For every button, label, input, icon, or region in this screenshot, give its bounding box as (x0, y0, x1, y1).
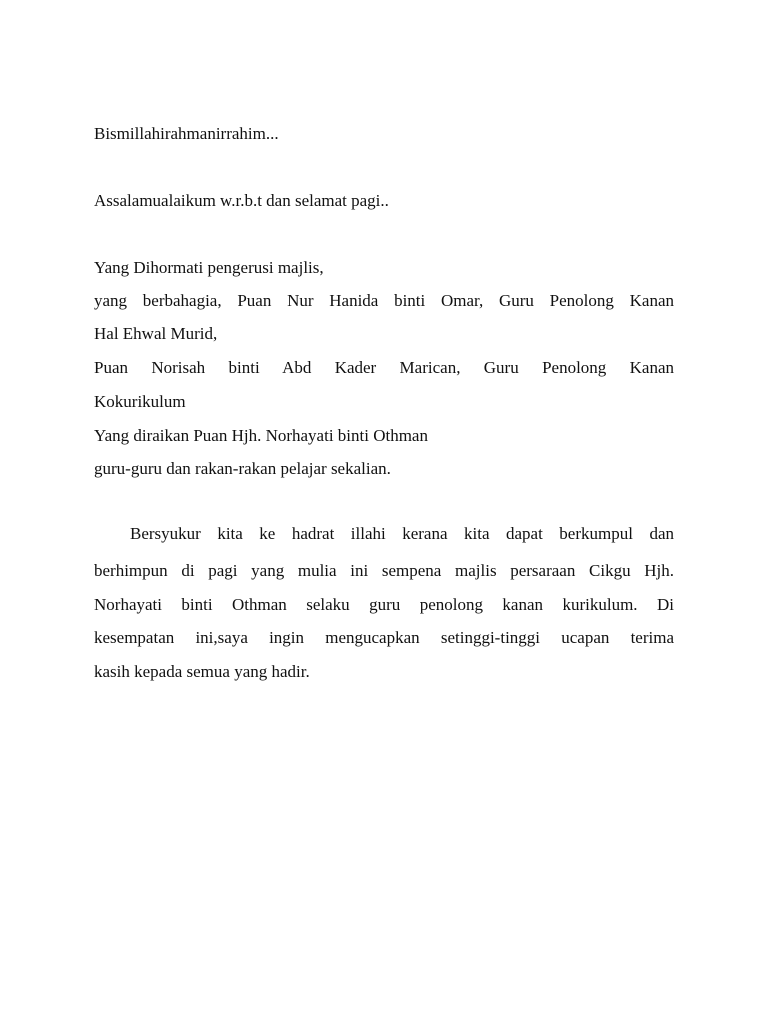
paragraph-line: berhimpun di pagi yang mulia ini sempena majlis persaraan Cikgu Hjh. (94, 561, 674, 580)
salutation-line: Yang diraikan Puan Hjh. Norhayati binti Othman (94, 426, 428, 445)
salutation-line: Yang Dihormati pengerusi majlis, (94, 258, 324, 277)
paragraph-line: kesempatan ini,saya ingin mengucapkan setinggi-tinggi ucapan terima (94, 628, 674, 647)
salutation-line: Kokurikulum (94, 392, 186, 411)
paragraph-line: kasih kepada semua yang hadir. (94, 662, 310, 681)
salutation-line: guru-guru dan rakan-rakan pelajar sekalian. (94, 459, 391, 478)
paragraph-line: Norhayati binti Othman selaku guru penolong kanan kurikulum. Di (94, 595, 674, 614)
paragraph-line: Bersyukur kita ke hadrat illahi kerana kita dapat berkumpul dan (130, 524, 674, 543)
salutation-line: Hal Ehwal Murid, (94, 324, 218, 343)
opening-line: Bismillahirahmanirrahim... (94, 124, 279, 143)
greeting-line: Assalamualaikum w.r.b.t dan selamat pagi.. (94, 191, 389, 210)
salutation-line: Puan Norisah binti Abd Kader Marican, Guru Penolong Kanan (94, 358, 674, 377)
salutation-line: yang berbahagia, Puan Nur Hanida binti Omar, Guru Penolong Kanan (94, 291, 674, 310)
